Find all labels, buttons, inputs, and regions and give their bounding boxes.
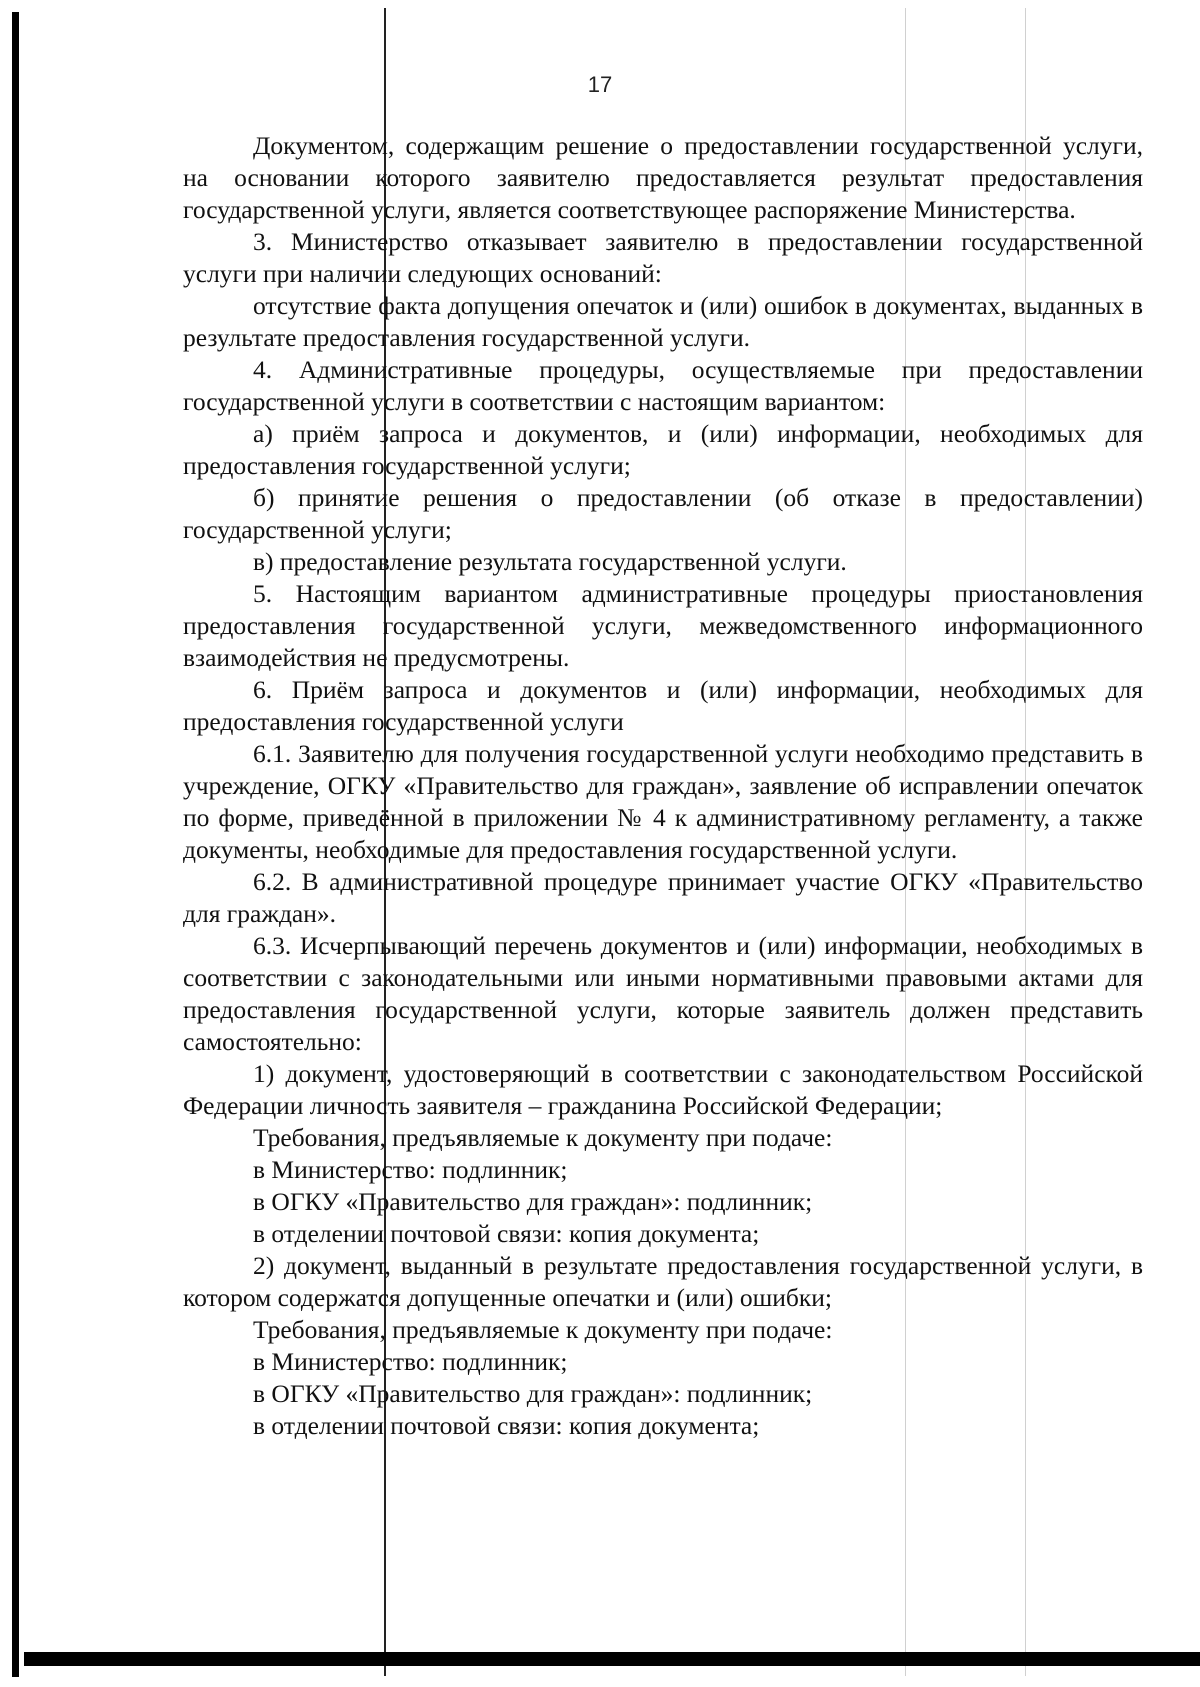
paragraph: в отделении почтовой связи: копия документа; [253, 1219, 760, 1248]
paragraph: в) предоставление результата государственной услуги. [253, 547, 847, 576]
paragraph: Требования, предъявляемые к документу при подаче: [253, 1315, 833, 1344]
paragraph: в ОГКУ «Правительство для граждан»: подлинник; [253, 1187, 813, 1216]
paragraph: в Министерство: подлинник; [253, 1155, 568, 1184]
paragraph: 3. Министерство отказывает заявителю в предоставлении государственной услуги при наличии следующих оснований: [183, 227, 1143, 288]
paragraph: Документом, содержащим решение о предоставлении государственной услуги, на основании которого заявителю предоставляется результат предоставления государственной услуги, является соответствующее распоряжение Министерства. [183, 131, 1143, 224]
paragraph: 1) документ, удостоверяющий в соответствии с законодательством Российской Федерации личность заявителя – гражданина Российской Федерации; [183, 1059, 1143, 1120]
paragraph: 6.2. В административной процедуре принимает участие ОГКУ «Правительство для граждан». [183, 867, 1143, 928]
paragraph: 5. Настоящим вариантом административные процедуры приостановления предоставления государственной услуги, межведомственного информационного взаимодействия не предусмотрены. [183, 579, 1143, 672]
paragraph: в Министерство: подлинник; [253, 1347, 568, 1376]
paragraph: б) принятие решения о предоставлении (об отказе в предоставлении) государственной услуги; [183, 483, 1143, 544]
paragraph: 6.1. Заявителю для получения государственной услуги необходимо представить в учреждение, ОГКУ «Правительство для граждан», заявление об исправлении опечаток по форме, приведённой в приложении № 4 к административному регламенту, а также документы, необходимые для предоставления государственной услуги. [183, 739, 1143, 864]
paragraph: 6. Приём запроса и документов и (или) информации, необходимых для предоставления государственной услуги [183, 675, 1143, 736]
paragraph: отсутствие факта допущения опечаток и (или) ошибок в документах, выданных в результате предоставления государственной услуги. [183, 291, 1143, 352]
paragraph: а) приём запроса и документов, и (или) информации, необходимых для предоставления государственной услуги; [183, 419, 1143, 480]
document-body [183, 130, 1143, 1442]
paragraph: в отделении почтовой связи: копия документа; [253, 1411, 760, 1440]
page-number: 17 [587, 72, 613, 97]
paragraph: Требования, предъявляемые к документу при подаче: [253, 1123, 833, 1152]
paragraph: 6.3. Исчерпывающий перечень документов и (или) информации, необходимых в соответствии с законодательными или иными нормативными правовыми актами для предоставления государственной услуги, которые заявитель должен представить самостоятельно: [183, 931, 1143, 1056]
scan-left-edge [12, 12, 19, 1677]
paragraph: в ОГКУ «Правительство для граждан»: подлинник; [253, 1379, 813, 1408]
scan-bottom-edge [24, 1652, 1200, 1666]
paragraph: 2) документ, выданный в результате предоставления государственной услуги, в котором содержатся допущенные опечатки и (или) ошибки; [183, 1251, 1143, 1312]
paragraph: 4. Административные процедуры, осуществляемые при предоставлении государственной услуги в соответствии с настоящим вариантом: [183, 355, 1143, 416]
